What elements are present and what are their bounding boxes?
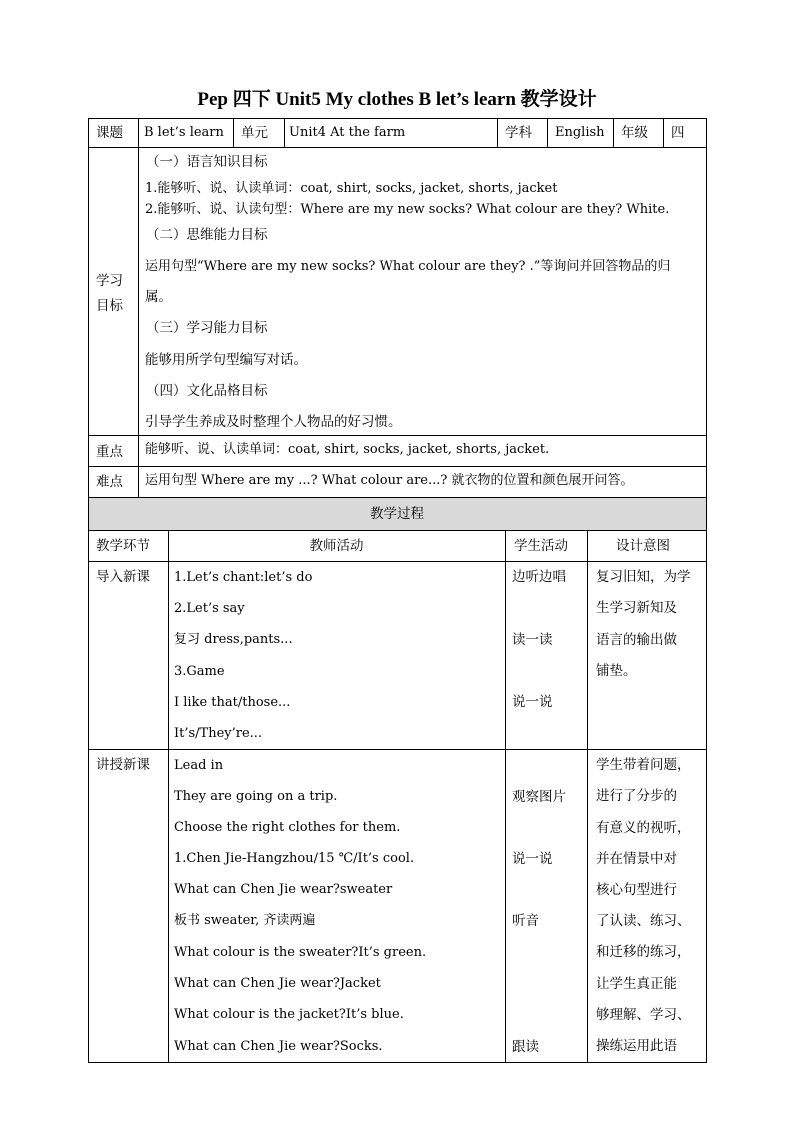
design-intent-line: 铺垫。 xyxy=(596,663,637,679)
teacher-activity-line: I like that/those... xyxy=(174,695,291,710)
teacher-activity-line: What can Chen Jie wear?sweater xyxy=(174,882,393,897)
student-activity-line: 读一读 xyxy=(512,632,553,648)
design-intent-line: 让学生真正能 xyxy=(596,976,677,992)
design-intent-line: 进行了分步的 xyxy=(596,788,677,804)
design-intent-line: 核心句型进行 xyxy=(596,882,677,898)
objective-line: 能够用所学句型编写对话。 xyxy=(145,352,307,368)
lesson-label: 课题 xyxy=(96,125,123,141)
stage-teach: 讲授新课 xyxy=(96,757,150,773)
objective-line: （四）文化品格目标 xyxy=(146,383,268,399)
teacher-activity-line: It’s/They’re... xyxy=(174,726,263,741)
grade-label: 年级 xyxy=(621,125,648,141)
design-intent-line: 和迁移的练习， xyxy=(596,944,691,960)
difficulty-value: 运用句型 Where are my ...? What colour are...? 就衣物的位置和颜色展开问答。 xyxy=(145,473,634,488)
objective-line: 引导学生养成及时整理个人物品的好习惯。 xyxy=(145,414,402,430)
teacher-activity-line: 3.Game xyxy=(174,664,225,679)
student-activity-line: 听音 xyxy=(512,913,539,929)
difficulty-label: 难点 xyxy=(96,474,123,490)
teacher-activity-line: Lead in xyxy=(174,758,224,773)
grade-value: 四 xyxy=(671,125,685,141)
key-point-value: 能够听、说、认读单词：coat, shirt, socks, jacket, shorts, jacket. xyxy=(145,442,550,457)
objective-line: 1.能够听、说、认读单词：coat, shirt, socks, jacket, shorts, jacket xyxy=(145,181,558,196)
column-header-design: 设计意图 xyxy=(616,538,670,554)
design-intent-line: 够理解、学习、 xyxy=(596,1007,691,1023)
teacher-activity-line: 2.Let’s say xyxy=(174,601,245,616)
teacher-activity-line: What can Chen Jie wear?Jacket xyxy=(174,976,381,991)
teacher-activity-line: What can Chen Jie wear?Socks. xyxy=(174,1039,383,1054)
teacher-activity-line: What colour is the sweater?It’s green. xyxy=(174,945,427,960)
student-activity-line: 边听边唱 xyxy=(512,569,566,585)
objective-line: （一）语言知识目标 xyxy=(146,154,268,170)
student-activity-line: 说一说 xyxy=(512,851,553,867)
subject-label: 学科 xyxy=(505,125,532,141)
student-activity-line: 观察图片 xyxy=(512,789,566,805)
unit-value: Unit4 At the farm xyxy=(289,125,406,140)
teacher-activity-line: Choose the right clothes for them. xyxy=(174,820,401,835)
design-intent-line: 生学习新知及 xyxy=(596,600,677,616)
page-title: Pep 四下 Unit5 My clothes B let’s learn 教学设计 xyxy=(197,89,597,110)
key-point-label: 重点 xyxy=(96,444,123,460)
teacher-activity-line: 板书 sweater, 齐读两遍 xyxy=(174,913,316,928)
column-header-student: 学生活动 xyxy=(514,538,568,554)
objectives-label-1: 学习 xyxy=(96,273,123,289)
design-intent-line: 复习旧知，为学 xyxy=(596,569,691,585)
student-activity-line: 跟读 xyxy=(512,1039,539,1055)
process-heading: 教学过程 xyxy=(370,506,424,522)
objective-line: 运用句型“Where are my new socks? What colour are they? .”等询问并回答物品的归 xyxy=(145,259,671,274)
design-intent-line: 学生带着问题， xyxy=(596,757,691,773)
teacher-activity-line: 1.Chen Jie-Hangzhou/15 ℃/It’s cool. xyxy=(174,851,415,866)
objectives-label-2: 目标 xyxy=(96,298,123,314)
student-activity-line: 说一说 xyxy=(512,694,553,710)
design-intent-line: 并在情景中对 xyxy=(596,851,677,867)
design-intent-line: 有意义的视听， xyxy=(596,820,691,836)
objective-line: （三）学习能力目标 xyxy=(146,320,268,336)
unit-label: 单元 xyxy=(241,125,268,141)
teacher-activity-line: 复习 dress,pants... xyxy=(174,632,293,647)
column-header-stage: 教学环节 xyxy=(96,538,150,554)
lesson-value: B let’s learn xyxy=(144,125,224,140)
column-header-teacher: 教师活动 xyxy=(309,538,364,554)
subject-value: English xyxy=(555,125,605,140)
teacher-activity-line: What colour is the jacket?It’s blue. xyxy=(174,1007,404,1022)
teacher-activity-line: They are going on a trip. xyxy=(174,789,338,804)
objective-line: 属。 xyxy=(145,289,172,305)
design-intent-line: 语言的输出做 xyxy=(596,632,677,648)
design-intent-line: 了认读、练习、 xyxy=(596,913,691,929)
stage-intro: 导入新课 xyxy=(96,569,150,585)
objective-line: 2.能够听、说、认读句型：Where are my new socks? What colour are they? White. xyxy=(145,202,670,217)
teacher-activity-line: 1.Let’s chant:let’s do xyxy=(174,570,313,585)
objective-line: （二）思维能力目标 xyxy=(146,227,268,243)
design-intent-line: 操练运用此语 xyxy=(596,1038,677,1054)
